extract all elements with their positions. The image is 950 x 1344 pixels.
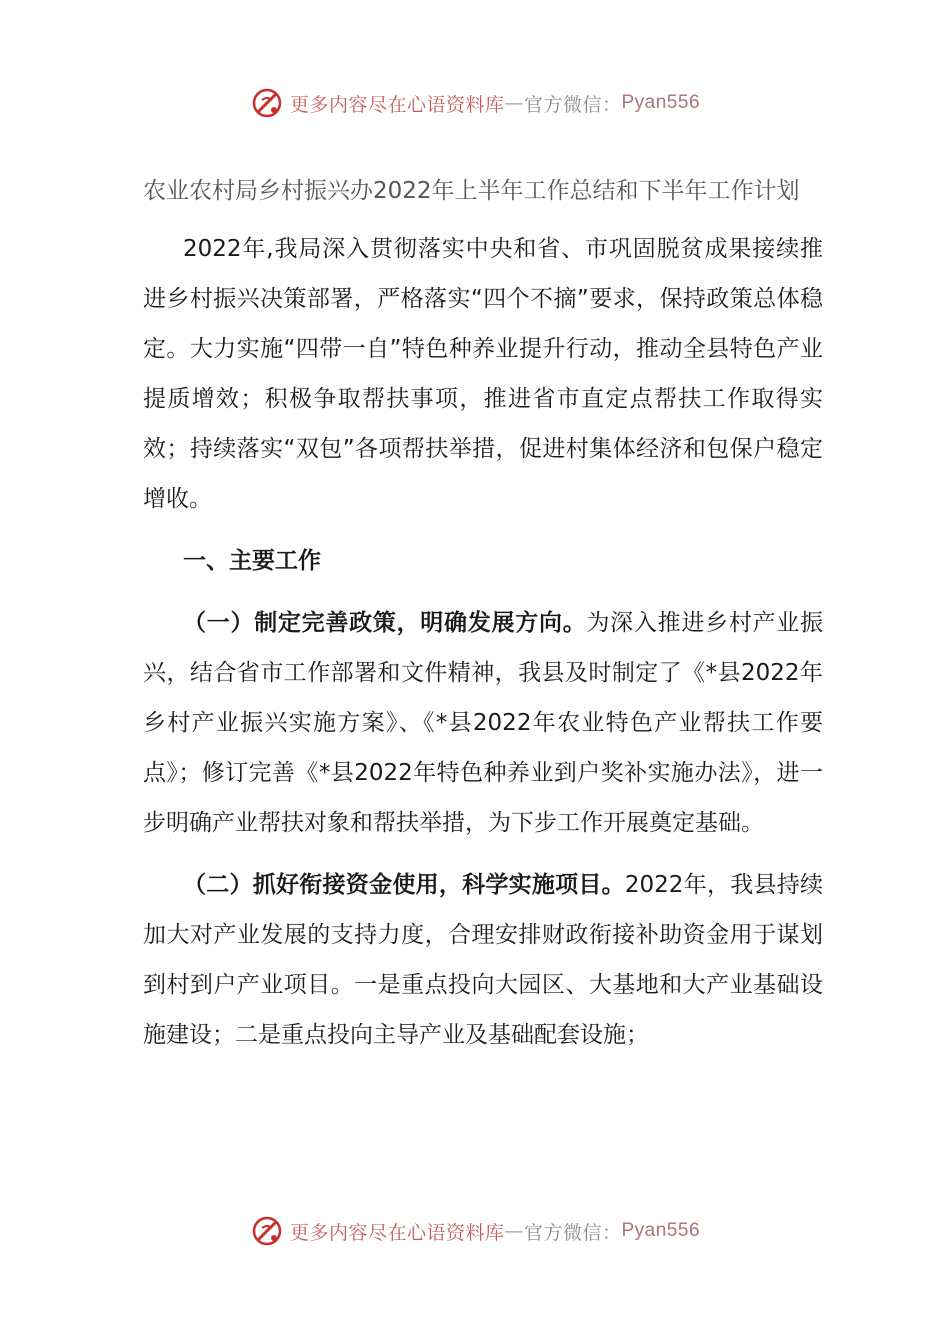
document-body <box>143 166 823 1072</box>
brand-logo-icon <box>250 1214 284 1248</box>
item-2-body: 2022年，我县持续加大对产业发展的支持力度，合理安排财政衔接补助资金用于谋划到村到户产业项目。一是重点投向大园区、大基地和大产业基础设施建设；二是重点投向主导产业及基础配套设施； <box>143 872 823 1048</box>
header-banner <box>0 80 950 126</box>
banner-official-label: 官方微信： <box>523 1221 622 1244</box>
footer-banner <box>0 1208 950 1254</box>
item-2-lead: （二）抓好衔接资金使用，科学实施项目。 <box>183 872 625 898</box>
section-heading-main-work: 一、主要工作 <box>183 548 321 574</box>
banner-wechat-id: Pyan556 <box>621 92 701 113</box>
banner-brand-text: 更多内容尽在心语资料库 <box>289 1221 505 1244</box>
banner-separator: — <box>504 92 524 114</box>
banner-brand-text: 更多内容尽在心语资料库 <box>289 93 505 116</box>
document-title: 农业农村局乡村振兴办2022年上半年工作总结和下半年工作计划 <box>143 178 800 204</box>
banner-wechat-id: Pyan556 <box>621 1220 701 1241</box>
item-1-body: 为深入推进乡村产业振兴，结合省市工作部署和文件精神，我县及时制定了《*县2022年乡村产业振兴实施方案》、《*县2022年农业特色产业帮扶工作要点》；修订完善《*县2022年特色种养业到户奖补实施办法》，进一步明确产业帮扶对象和帮扶举措，为下步工作开展奠定基础。 <box>143 610 824 836</box>
item-2-paragraph <box>143 860 823 1060</box>
item-1-paragraph <box>143 598 823 848</box>
banner-separator: — <box>504 1220 524 1242</box>
item-1-lead: （一）制定完善政策，明确发展方向。 <box>183 610 587 636</box>
banner-official-label: 官方微信： <box>523 93 622 116</box>
intro-paragraph: 2022年,我局深入贯彻落实中央和省、市巩固脱贫成果接续推进乡村振兴决策部署，严格落实“四个不摘”要求，保持政策总体稳定。大力实施“四带一自”特色种养业提升行动，推动全县特色产业提质增效；积极争取帮扶事项，推进省市直定点帮扶工作取得实效；持续落实“双包”各项帮扶举措，促进村集体经济和包保户稳定增收。 <box>143 236 823 512</box>
brand-logo-icon <box>250 86 284 120</box>
